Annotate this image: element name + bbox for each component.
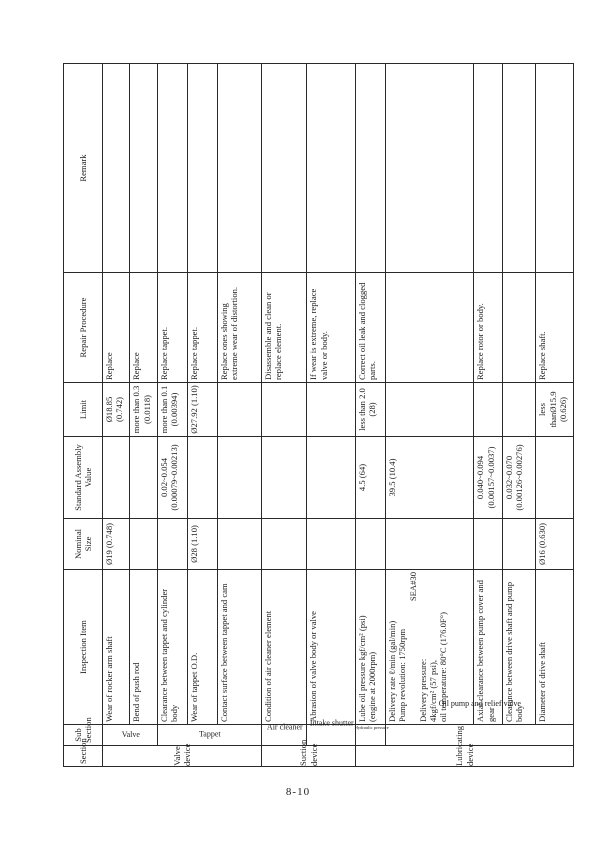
header-inspection-item: Inspection Item — [64, 570, 103, 725]
remark-cell — [187, 64, 217, 273]
item-cell: Contact surface between tappet and cam — [217, 570, 261, 725]
nominal-cell — [307, 519, 356, 570]
table-row — [187, 64, 217, 767]
item-line: Delivery rate ℓ/min (gal/min) — [386, 620, 397, 722]
repair-cell: Replace shaft. — [536, 273, 574, 383]
nominal-cell — [130, 519, 158, 570]
header-limit: Limit — [64, 383, 103, 437]
sub-section-hydraulic-pressure: Hydraulic pressure — [356, 725, 386, 746]
remark-cell — [503, 64, 536, 273]
section-valve-device: Valve device — [102, 746, 261, 767]
page-number: 8-10 — [285, 786, 311, 798]
table-row — [536, 64, 574, 767]
item-cell: Bend of push rod — [130, 570, 158, 725]
sub-section-intake-shutter: Intake shutter — [307, 725, 356, 746]
header-section: Section — [64, 746, 103, 767]
nominal-cell — [217, 519, 261, 570]
item-cell: Axial clearance between pump cover and gear — [474, 570, 503, 725]
repair-cell: Replace — [130, 273, 158, 383]
limit-cell — [217, 383, 261, 437]
standard-cell: 0.02~0.054 (0.00079~0.00213) — [158, 437, 188, 519]
standard-cell — [307, 437, 356, 519]
table-row — [262, 64, 307, 767]
inspection-table — [63, 63, 574, 767]
sub-section-oil-pump: Oil pump and relief valve — [385, 725, 573, 746]
table-row — [385, 64, 474, 767]
sub-section-tappet: Tappet — [158, 725, 262, 746]
nominal-cell — [474, 519, 503, 570]
item-cell: Clearance between drive shaft and pump body — [503, 570, 536, 725]
nominal-cell — [503, 519, 536, 570]
limit-cell — [503, 383, 536, 437]
standard-cell — [187, 437, 217, 519]
standard-cell — [102, 437, 130, 519]
table-row — [356, 64, 386, 767]
item-cell: Wear of tappet O.D. — [187, 570, 217, 725]
item-line: Lube oil pressure kgf/cm² (psi) — [357, 615, 368, 722]
limit-cell: less thanØ15.9 (0.626) — [536, 383, 574, 437]
repair-cell: Correct oil leak and clogged parts. — [356, 273, 386, 383]
remark-cell — [158, 64, 188, 273]
item-cell: Wear of rocker arm shaft — [102, 570, 130, 725]
sub-section-valve: Valve — [102, 725, 157, 746]
limit-cell: less than 2.0 (28) — [356, 383, 386, 437]
remark-cell — [102, 64, 130, 273]
table-row — [474, 64, 503, 767]
header-row — [64, 64, 103, 767]
standard-cell: 39.5 (10.4) — [385, 437, 474, 519]
item-cell — [356, 570, 386, 725]
limit-cell: more than 0.3 (0.0118) — [130, 383, 158, 437]
standard-cell: 0.040~0.094 (0.00157~0.0037) — [474, 437, 503, 519]
remark-cell — [307, 64, 356, 273]
table-row — [307, 64, 356, 767]
item-line: Pump revolution: 1750rpm — [397, 628, 408, 722]
standard-cell — [262, 437, 307, 519]
section-suction-device: Suction device — [262, 746, 356, 767]
limit-cell: more than 0.1 (0.00394) — [158, 383, 188, 437]
repair-cell: Replace tappet. — [187, 273, 217, 383]
nominal-cell: Ø16 (0.630) — [536, 519, 574, 570]
section-lubricating-device: Lubricating device — [356, 746, 574, 767]
nominal-cell — [158, 519, 188, 570]
item-cell: Clearance between tappet and cylinder body — [158, 570, 188, 725]
limit-cell — [307, 383, 356, 437]
nominal-cell: Ø19 (0.748) — [102, 519, 130, 570]
limit-cell — [262, 383, 307, 437]
remark-cell — [130, 64, 158, 273]
repair-cell: Disassemble and clean or replace element. — [262, 273, 307, 383]
remark-cell — [356, 64, 386, 273]
limit-cell — [474, 383, 503, 437]
header-nominal-size: Nominal Size — [64, 519, 103, 570]
item-cell: Condition of air cleaner element — [262, 570, 307, 725]
item-cell: Abrasion of valve body or valve — [307, 570, 356, 725]
header-repair-procedure: Repair Procedure — [64, 273, 103, 383]
repair-cell — [385, 273, 474, 383]
item-cell: Diameter of drive shaft — [536, 570, 574, 725]
standard-cell: 4.5 (64) — [356, 437, 386, 519]
repair-cell: If wear is extreme, replace valve or body. — [307, 273, 356, 383]
header-standard-assembly-value: Standard Assembly Value — [64, 437, 103, 519]
remark-cell — [262, 64, 307, 273]
limit-cell: Ø27.92 (1.10) — [187, 383, 217, 437]
table-row — [158, 64, 188, 767]
rotated-inspection-table — [63, 64, 574, 767]
nominal-cell — [385, 519, 474, 570]
standard-cell — [217, 437, 261, 519]
table-row — [217, 64, 261, 767]
item-line: oil temperature: 80°C (176.0F°) — [438, 612, 449, 722]
table-row — [102, 64, 130, 767]
repair-cell: Replace ones showing extreme wear of distortion. — [217, 273, 261, 383]
standard-cell: 0.032~0.070 (0.00126~0.00276) — [503, 437, 536, 519]
remark-cell — [474, 64, 503, 273]
remark-cell — [536, 64, 574, 273]
repair-cell: Replace tappet. — [158, 273, 188, 383]
sub-section-air-cleaner: Air cleaner — [262, 725, 307, 746]
item-line: (engine at 2000rpm) — [367, 651, 378, 722]
repair-cell: Replace rotor or body. — [474, 273, 503, 383]
remark-cell — [385, 64, 474, 273]
remark-cell — [217, 64, 261, 273]
item-line: SEA#30 — [407, 572, 418, 602]
limit-cell: Ø18.85 (0.742) — [102, 383, 130, 437]
nominal-cell — [356, 519, 386, 570]
nominal-cell: Ø28 (1.10) — [187, 519, 217, 570]
standard-cell — [536, 437, 574, 519]
item-line: Delivery pressure: — [417, 658, 428, 722]
standard-cell — [130, 437, 158, 519]
repair-cell: Replace — [102, 273, 130, 383]
nominal-cell — [262, 519, 307, 570]
item-line: 4kgf/cm² (57 psi), — [428, 659, 439, 722]
table-row — [503, 64, 536, 767]
table-row — [130, 64, 158, 767]
header-sub-section: Sub Section — [64, 725, 103, 746]
header-remark: Remark — [64, 64, 103, 273]
limit-cell — [385, 383, 474, 437]
repair-cell — [503, 273, 536, 383]
